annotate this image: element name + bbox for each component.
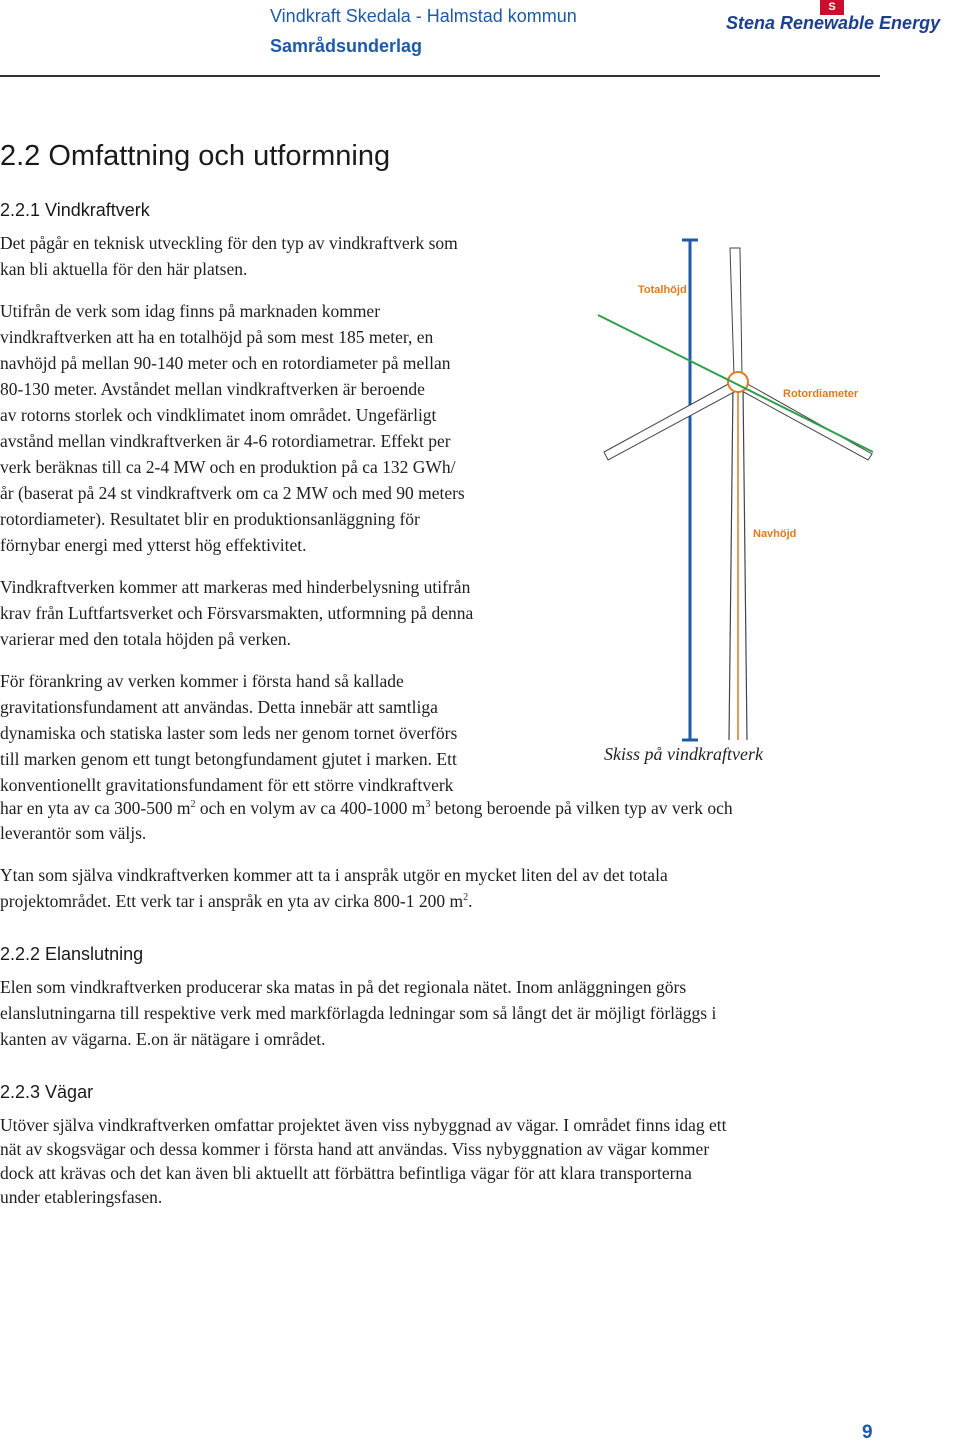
text-span: betong beroende på vilken typ av verk och (430, 798, 733, 818)
paragraph-line: verk beräknas till ca 2-4 MW och en produktion på ca 132 GWh/ (0, 457, 456, 477)
superscript: 2 (190, 799, 196, 810)
header-title: Vindkraft Skedala - Halmstad kommun (270, 6, 577, 26)
paragraph-line: vindkraftverken att ha en totalhöjd på som mest 185 meter, en (0, 327, 434, 347)
paragraph-line: förnybar energi med ytterst hög effektivitet. (0, 535, 307, 555)
paragraph-line: konventionellt gravitationsfundament för ett större vindkraftverk (0, 775, 454, 795)
paragraph-line: varierar med den totala höjden på verken. (0, 629, 292, 649)
paragraph-line: av rotorns storlek och vindklimatet inom området. Ungefärligt (0, 405, 437, 425)
wind-turbine-sketch (590, 230, 890, 790)
section-heading-vagar: 2.2.3 Vägar (0, 1082, 94, 1102)
paragraph-line: Vindkraftverken kommer att markeras med hinderbelysning utifrån (0, 577, 471, 597)
header-subtitle: Samrådsunderlag (270, 36, 423, 56)
paragraph-line: Ytan som själva vindkraftverken kommer att ta i anspråk utgör en mycket liten del av det totala (0, 865, 668, 885)
superscript: 2 (463, 892, 469, 903)
paragraph-line: dock att krävas och det kan även bli aktuellt att förbättra befintliga vägar för att klara transporterna (0, 1163, 692, 1183)
stena-logo (726, 0, 960, 40)
section-heading-elanslutning: 2.2.2 Elanslutning (0, 944, 144, 964)
paragraph-line: kan bli aktuella för den här platsen. (0, 259, 248, 279)
paragraph-line: nät av skogsvägar och dessa kommer i första hand att användas. Viss nybyggnation av vägar kommer (0, 1139, 710, 1159)
paragraph-line: Elen som vindkraftverken producerar ska matas in på det regionala nätet. Inom anläggningen görs (0, 977, 687, 997)
paragraph-line: gravitationsfundament att användas. Detta innebär att samtliga (0, 697, 438, 717)
text-span: . (468, 891, 473, 911)
diagram-caption: Skiss på vindkraftverk (604, 744, 763, 764)
superscript: 3 (425, 799, 431, 810)
paragraph-line: dynamiska och statiska laster som leds ner genom tornet överförs (0, 723, 458, 743)
paragraph-line: rotordiameter). Resultatet blir en produktionsanläggning för (0, 509, 420, 529)
page-number: 9 (862, 1422, 873, 1443)
logo-flag-icon: S (820, 0, 844, 15)
label-navhojd: Navhöjd (753, 528, 797, 540)
page-title: 2.2 Omfattning och utformning (0, 140, 391, 172)
paragraph-line: till marken genom ett tungt betongfundament gjutet i marken. Ett (0, 749, 457, 769)
paragraph-line: avstånd mellan vindkraftverken är 4-6 rotordiametrar. Effekt per (0, 431, 451, 451)
section-heading-vindkraftverk: 2.2.1 Vindkraftverk (0, 200, 150, 220)
logo-text: Stena Renewable Energy (726, 13, 941, 33)
paragraph-line: elanslutningarna till respektive verk med markförlagda ledningar som så långt det är möjligt förläggs i (0, 1003, 717, 1023)
text-span: och en volym av ca 400-1000 m (195, 798, 426, 818)
text-span: projektområdet. Ett verk tar i anspråk en yta av cirka 800-1 200 m (0, 891, 464, 911)
paragraph-line: krav från Luftfartsverket och Försvarsmakten, utformning på denna (0, 603, 474, 623)
paragraph-line (0, 888, 472, 914)
paragraph-line: Det pågår en teknisk utveckling för den typ av vindkraftverk som (0, 233, 458, 253)
text-span: har en yta av ca 300-500 m (0, 798, 191, 818)
label-totalhojd: Totalhöjd (638, 284, 687, 296)
wind-turbine-diagram (590, 230, 890, 790)
paragraph-line: under etableringsfasen. (0, 1187, 163, 1207)
paragraph-line: Utöver själva vindkraftverken omfattar projektet även viss nybyggnad av vägar. I området finns idag ett (0, 1115, 727, 1135)
paragraph-line: 80-130 meter. Avståndet mellan vindkraftverken är beroende (0, 379, 425, 399)
paragraph-line: år (baserat på 24 st vindkraftverk om ca 2 MW och med 90 meters (0, 483, 465, 503)
paragraph-line: kanten av vägarna. E.on är nätägare i området. (0, 1029, 326, 1049)
paragraph-line: navhöjd på mellan 90-140 meter och en rotordiameter på mellan (0, 353, 451, 373)
paragraph-line: Utifrån de verk som idag finns på marknaden kommer (0, 301, 381, 321)
header-divider (0, 75, 880, 77)
paragraph-line: För förankring av verken kommer i första hand så kallade (0, 671, 404, 691)
paragraph-line: leverantör som väljs. (0, 823, 147, 843)
paragraph-line (0, 795, 733, 821)
label-rotordiameter: Rotordiameter (783, 388, 859, 400)
